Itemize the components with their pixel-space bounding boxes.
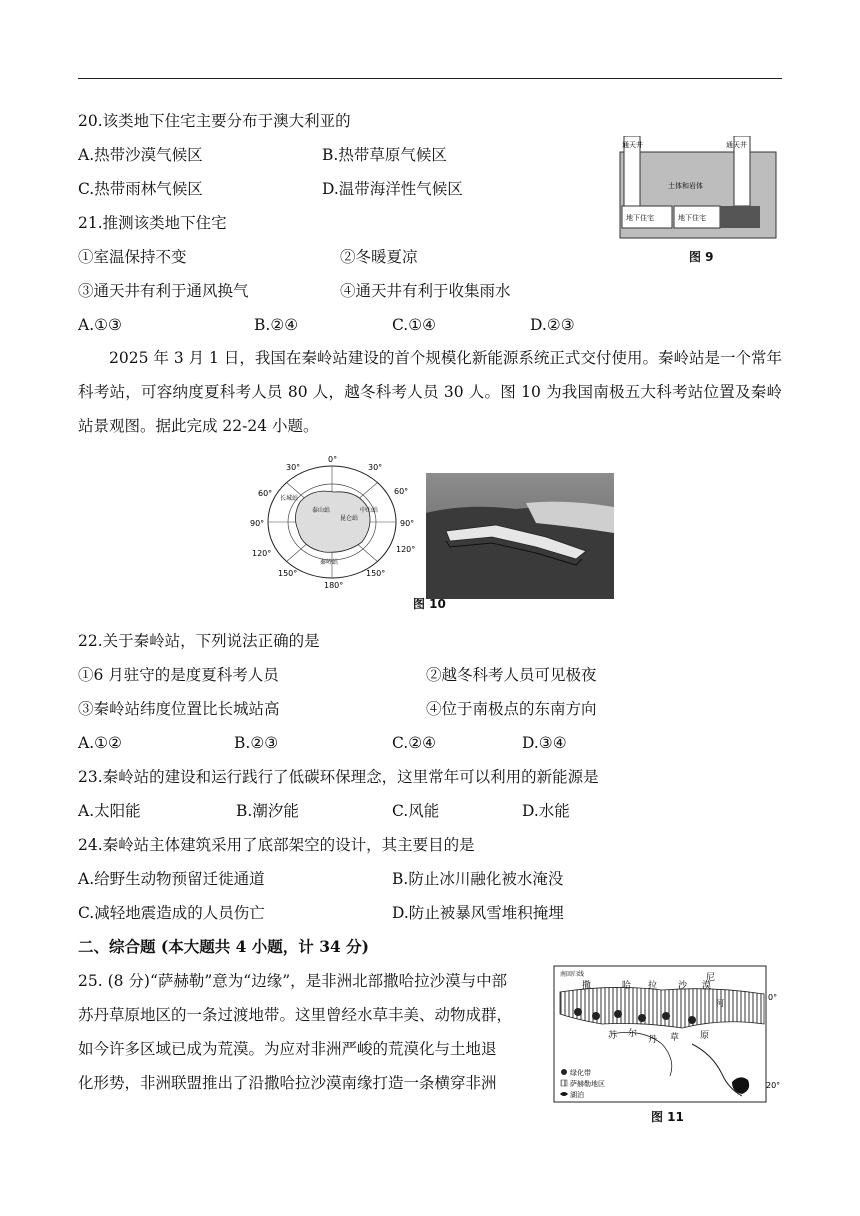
- passage-qinling-station: 2025 年 3 月 1 日，我国在秦岭站建设的首个规模化新能源系统正式交付使用。秦岭站是一个常年科考站，可容纳度夏科考人员 80 人，越冬科考人员 30 人。图 10 为我国南极五大科考站位置及秦岭站景观图。据此完成 22-24 小题。: [78, 349, 782, 435]
- q23-stem: 23.秦岭站的建设和运行践行了低碳环保理念，这里常年可以利用的新能源是: [78, 768, 599, 786]
- figure-10-caption: 图 10: [413, 597, 446, 611]
- q23-option-a[interactable]: A.太阳能: [78, 802, 141, 820]
- q21-statement-1: ①室温保持不变: [78, 248, 187, 266]
- fig11-river: 河: [716, 999, 724, 1008]
- house-dark-section: [720, 206, 760, 228]
- station-taishan: 泰山站: [312, 507, 331, 514]
- fig9-label-house2: 地下住宅: [678, 214, 706, 222]
- q25-line-2: 苏丹草原地区的一条过渡地带。这里曾经水草丰美、动物成群，: [78, 1006, 513, 1024]
- figure-9-caption: 图 9: [689, 250, 714, 264]
- lon-120w: 120°: [252, 549, 272, 558]
- q22-option-d[interactable]: D.③④: [522, 734, 567, 752]
- q21-option-a[interactable]: A.①③: [78, 316, 122, 334]
- q24-option-b[interactable]: B.防止冰川融化被水淹没: [392, 870, 564, 888]
- q21-option-d[interactable]: D.②③: [530, 316, 575, 334]
- figure-10-antarctic-map: [250, 454, 422, 592]
- fig11-sudan-4: 草: [670, 1033, 680, 1043]
- figure-10-qinling-photo: [426, 473, 614, 599]
- q21-statement-2: ②冬暖夏凉: [340, 248, 418, 266]
- figure-11-sahel-map: [552, 964, 786, 1108]
- lon-30w: 30°: [286, 463, 301, 472]
- lon-60w: 60°: [258, 489, 273, 498]
- q21-option-c[interactable]: C.①④: [392, 316, 437, 334]
- station-changcheng: 长城站: [280, 495, 299, 502]
- q22-option-a[interactable]: A.①②: [78, 734, 122, 752]
- legend-sahel-icon: [561, 1080, 567, 1086]
- q23-option-b[interactable]: B.潮汐能: [236, 802, 299, 820]
- fig11-legend-lake: 湖泊: [570, 1091, 584, 1099]
- fig9-label-soil: 土体和岩体: [668, 182, 703, 190]
- fig9-label-house1: 地下住宅: [626, 214, 654, 222]
- lon-90w: 90°: [250, 519, 265, 528]
- station-kunlun: 昆仑站: [340, 515, 359, 522]
- q21-stem: 21.推测该类地下住宅: [78, 214, 227, 232]
- station-qinling: 秦岭站: [320, 559, 339, 566]
- lon-90e: 90°: [400, 519, 415, 528]
- fig11-sahara-3: 拉: [648, 981, 658, 991]
- fig11-sahara-2: 哈: [622, 981, 632, 991]
- q20-stem: 20.该类地下住宅主要分布于澳大利亚的: [78, 112, 351, 130]
- q20-option-a[interactable]: A.热带沙漠气候区: [78, 146, 203, 164]
- q21-option-b[interactable]: B.②④: [254, 316, 299, 334]
- q22-stem: 22.关于秦岭站，下列说法正确的是: [78, 632, 320, 650]
- fig11-map-key: 南回归线: [560, 971, 585, 978]
- q20-option-b[interactable]: B.热带草原气候区: [322, 146, 447, 164]
- q23-option-c[interactable]: C.风能: [392, 802, 440, 820]
- fig11-sudan-2: 尔: [628, 1029, 638, 1039]
- q21-statement-4: ④通天井有利于收集雨水: [340, 282, 511, 300]
- lon-30e: 30°: [368, 463, 383, 472]
- q24-stem: 24.秦岭站主体建筑采用了底部架空的设计，其主要目的是: [78, 836, 475, 854]
- fig11-sudan-1: 苏: [608, 1031, 618, 1041]
- lon-120e: 120°: [396, 545, 416, 554]
- lon-150e: 150°: [366, 569, 386, 578]
- fig11-sudan-5: 原: [700, 1031, 710, 1041]
- q22-statement-2: ②越冬科考人员可见极夜: [426, 666, 597, 684]
- legend-green-icon: [561, 1069, 567, 1075]
- figure-11-caption: 图 11: [651, 1110, 684, 1124]
- fig11-niger: 尼: [706, 973, 716, 983]
- lon-60e: 60°: [394, 487, 409, 496]
- lon-180: 180°: [324, 581, 344, 590]
- fig11-sahara-4: 沙: [678, 981, 688, 991]
- q24-option-c[interactable]: C.减轻地震造成的人员伤亡: [78, 904, 265, 922]
- fig11-sahara-1: 撒: [582, 981, 592, 991]
- section-2-heading: 二、综合题 (本大题共 4 小题，计 34 分): [78, 937, 370, 956]
- fig11-legend-green: 绿化带: [570, 1069, 591, 1077]
- q23-option-d[interactable]: D.水能: [522, 802, 570, 820]
- figure-9-underground-house: [612, 136, 784, 244]
- antarctica-outline: [295, 491, 370, 552]
- q24-option-a[interactable]: A.给野生动物预留迁徙通道: [78, 870, 265, 888]
- lon-0: 0°: [328, 455, 338, 464]
- q24-option-d[interactable]: D.防止被暴风雪堆积掩埋: [392, 904, 564, 922]
- q21-statement-3: ③通天井有利于通风换气: [78, 282, 249, 300]
- q25-line-4: 化形势，非洲联盟推出了沿撒哈拉沙漠南缘打造一条横穿非洲: [78, 1074, 497, 1092]
- q22-statement-4: ④位于南极点的东南方向: [426, 700, 597, 718]
- sahel-band: [560, 987, 764, 1028]
- fig11-legend-sahel: 萨赫勒地区: [570, 1080, 605, 1088]
- q22-statement-3: ③秦岭站纬度位置比长城站高: [78, 700, 280, 718]
- fig9-label-shaft-right: 通天井: [726, 141, 747, 149]
- fig11-lat-bottom: 20°: [766, 1081, 781, 1090]
- q25-line-1: 25. (8 分)“萨赫勒”意为“边缘”，是非洲北部撒哈拉沙漠与中部: [78, 972, 508, 990]
- q20-option-d[interactable]: D.温带海洋性气候区: [322, 180, 463, 198]
- fig11-sudan-3: 丹: [648, 1035, 658, 1045]
- q22-option-b[interactable]: B.②③: [234, 734, 279, 752]
- station-zhongshan: 中山站: [360, 507, 379, 514]
- header-rule: [78, 78, 782, 79]
- fig11-sahara-5: 漠: [702, 981, 712, 991]
- q22-statement-1: ①6 月驻守的是度夏科考人员: [78, 666, 279, 684]
- q25-line-3: 如今许多区域已成为荒漠。为应对非洲严峻的荒漠化与土地退: [78, 1040, 497, 1058]
- fig11-lat-top: 0°: [768, 993, 778, 1002]
- q22-option-c[interactable]: C.②④: [392, 734, 437, 752]
- fig9-label-shaft-left: 通天井: [622, 141, 643, 149]
- lon-150w: 150°: [278, 569, 298, 578]
- q20-option-c[interactable]: C.热带雨林气候区: [78, 180, 203, 198]
